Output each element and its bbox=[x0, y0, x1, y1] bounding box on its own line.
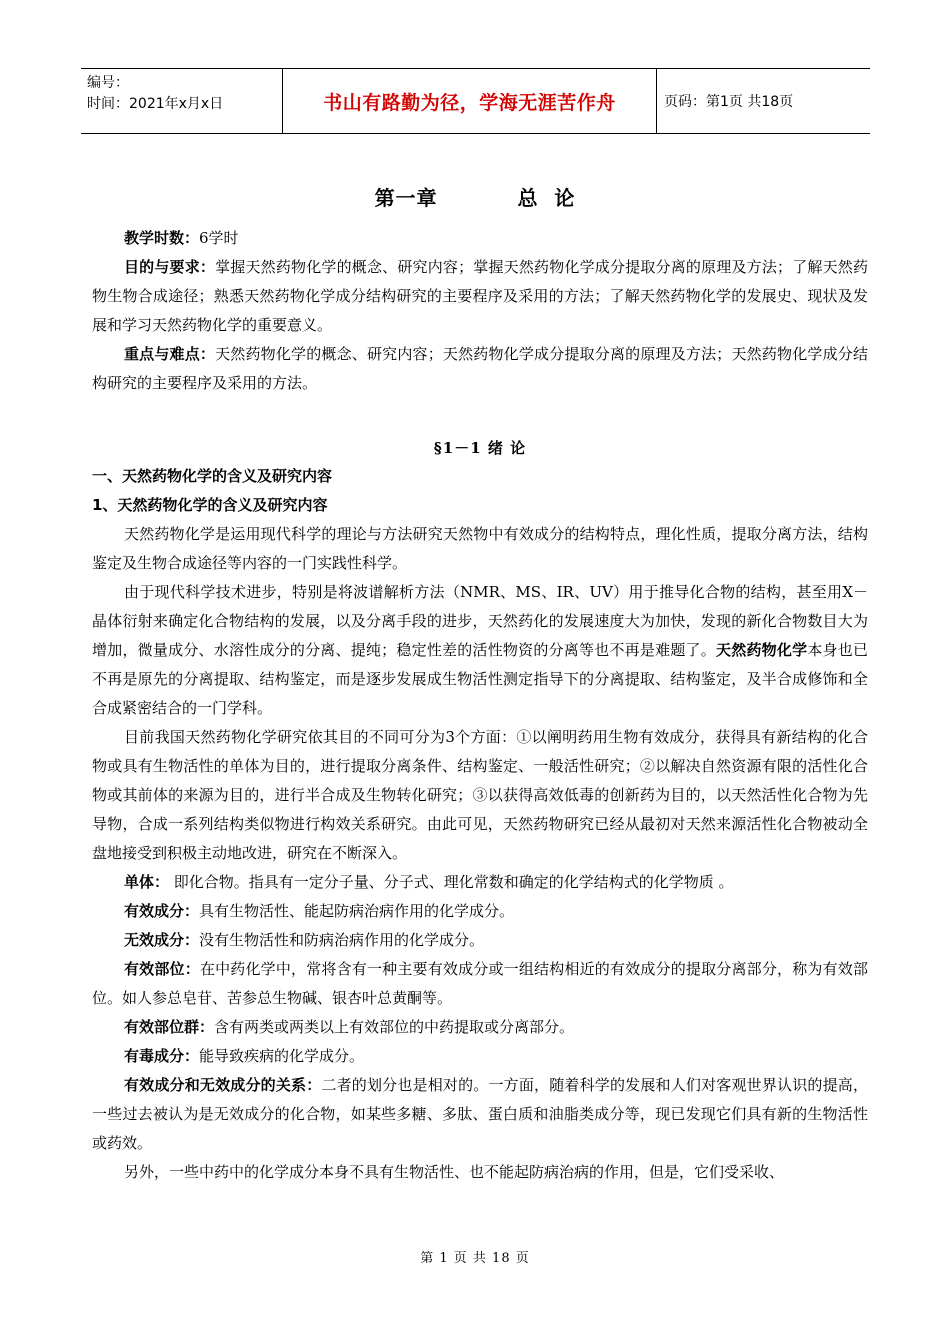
paragraph-continued: 另外，一些中药中的化学成分本身不具有生物活性、也不能起防病治病的作用，但是，它们受采收、 bbox=[124, 1163, 785, 1181]
goals-paragraph bbox=[92, 253, 868, 340]
hours-label: 教学时数： bbox=[124, 229, 200, 247]
heading-2: 1、天然药物化学的含义及研究内容 bbox=[92, 496, 328, 514]
hours-value: 6学时 bbox=[199, 229, 239, 247]
definition-term: 有效部位： bbox=[124, 960, 200, 978]
goal-text: 掌握天然药物化学的概念、研究内容；掌握天然药物化学成分提取分离的原理及方法；了解天然药物生物合成途径；熟悉天然药物化学成分结构研究的主要程序及采用的方法；了解天然药物化学的发展史、现状及发展和学习天然药物化学的重要意义。 bbox=[92, 258, 868, 334]
definition-text: 能导致疾病的化学成分。 bbox=[199, 1047, 365, 1065]
definition-item bbox=[92, 1013, 868, 1042]
definition-item bbox=[92, 868, 868, 897]
key-text: 天然药物化学的概念、研究内容；天然药物化学成分提取分离的原理及方法；天然药物化学成分结构研究的主要程序及采用的方法。 bbox=[92, 345, 868, 392]
definition-text: 没有生物活性和防病治病作用的化学成分。 bbox=[199, 931, 485, 949]
paragraph-research-aspects: 目前我国天然药物化学研究依其目的不同可分为3个方面：①以阐明药用生物有效成分，获得具有新结构的化合物或具有生物活性的单体为目的，进行提取分离条件、结构鉴定、一般活性研究；②以解决自然资源有限的活性化合物或其前体的来源为目的，进行半合成及生物转化研究；③以获得高效低毒的创新药为目的，以天然活性化合物为先导物，合成一系列结构类似物进行构效关系研究。由此可见，天然药物研究已经从最初对天然来源活性化合物被动全盘地接受到积极主动地改进，研究在不断深入。 bbox=[92, 728, 868, 862]
definition-term: 有效成分： bbox=[124, 902, 200, 920]
chapter-title-part2: 总 论 bbox=[517, 186, 576, 210]
para2-b: 本身也已不再是原先的分离提取、结构鉴定，而是逐步发展成生物活性测定指导下的分离提取、结构鉴定，及半合成修饰和全合成紧密结合的一门学科。 bbox=[92, 641, 868, 717]
page-info: 页码：第1页 共18页 bbox=[664, 94, 794, 110]
chapter-title-part1: 第一章 bbox=[374, 186, 438, 210]
key-label: 重点与难点： bbox=[124, 345, 216, 363]
para2-bold: 天然药物化学 bbox=[716, 641, 808, 659]
definition-item bbox=[92, 955, 868, 1013]
teaching-hours bbox=[92, 224, 868, 253]
definition-item bbox=[92, 897, 868, 926]
goal-label: 目的与要求： bbox=[124, 258, 216, 276]
definition-item bbox=[92, 926, 868, 955]
key-points-paragraph bbox=[92, 340, 868, 398]
header-left-cell bbox=[81, 69, 282, 133]
definition-item bbox=[92, 1071, 868, 1158]
document-body bbox=[92, 224, 868, 1187]
definition-text: 具有生物活性、能起防病治病作用的化学成分。 bbox=[199, 902, 515, 920]
para2-a: 由于现代科学技术进步，特别是将波谱解析方法（NMR、MS、IR、UV）用于推导化合物的结构，甚至用X－晶体衍射来确定化合物结构的发展，以及分离手段的进步，天然药化的发展速度大为加快，发现的新化合物数目大为增加，微量成分、水溶性成分的分离、提纯；稳定性差的活性物资的分离等也不再是难题了。 bbox=[92, 583, 868, 659]
definition-text: 即化合物。指具有一定分子量、分子式、理化常数和确定的化学结构式的化学物质 。 bbox=[169, 873, 734, 891]
definition-text: 在中药化学中，常将含有一种主要有效成分或一组结构相近的有效成分的提取分离部分，称为有效部位。如人参总皂苷、苦参总生物碱、银杏叶总黄酮等。 bbox=[92, 960, 868, 1007]
paragraph-development bbox=[92, 578, 868, 723]
motto: 书山有路勤为径，学海无涯苦作舟 bbox=[282, 69, 657, 133]
heading-1: 一、天然药物化学的含义及研究内容 bbox=[92, 467, 333, 485]
definition-text: 二者的划分也是相对的。一方面，随着科学的发展和人们对客观世界认识的提高，一些过去被认为是无效成分的化合物，如某些多糖、多肽、蛋白质和油脂类成分等，现已发现它们具有新的生物活性或药效。 bbox=[92, 1076, 868, 1152]
definition-text: 含有两类或两类以上有效部位的中药提取或分离部分。 bbox=[214, 1018, 575, 1036]
paragraph-definition: 天然药物化学是运用现代科学的理论与方法研究天然物中有效成分的结构特点，理化性质，提取分离方法，结构鉴定及生物合成途径等内容的一门实践性科学。 bbox=[92, 525, 868, 572]
time-label: 时间：2021年x月x日 bbox=[87, 96, 224, 112]
document-header bbox=[81, 68, 870, 134]
number-label: 编号： bbox=[87, 75, 129, 91]
page-footer: 第 1 页 共 18 页 bbox=[420, 1251, 530, 1266]
definition-term: 有效成分和无效成分的关系： bbox=[124, 1076, 322, 1094]
definition-term: 有毒成分： bbox=[124, 1047, 200, 1065]
definition-item bbox=[92, 1042, 868, 1071]
definition-term: 无效成分： bbox=[124, 931, 200, 949]
section-title: §1－1 绪 论 bbox=[433, 439, 527, 457]
definition-term: 有效部位群： bbox=[124, 1018, 215, 1036]
chapter-title bbox=[0, 182, 950, 211]
definition-term: 单体： bbox=[124, 873, 170, 891]
